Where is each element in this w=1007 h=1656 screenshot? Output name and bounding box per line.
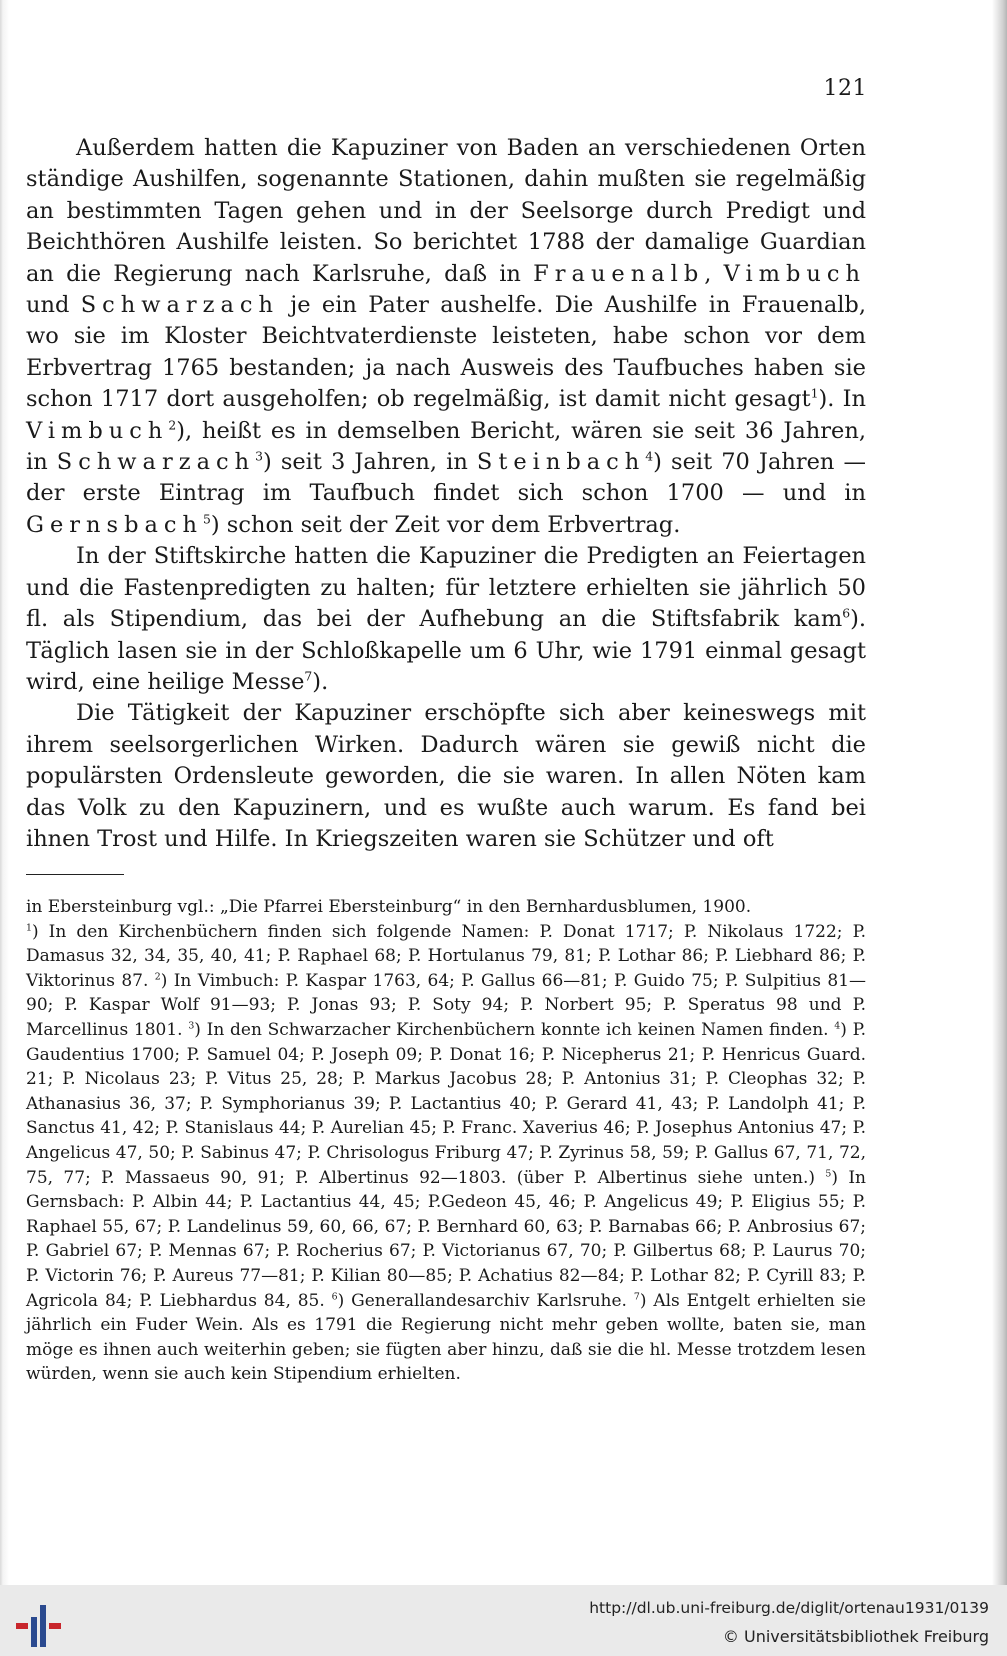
footnote-text: in Ebersteinburg vgl.: „Die Pfarrei Ebersteinburg“ in den Bernhardusblumen, 1900. $^1$) In den Kirchenbüchern finden sich folgende Namen: P. Donat 1717; P. Nikolaus 1722; P. Damasus 32, 34, 35, 40, 41; P. Raphael 68; P. Hortulanus 79, 81; P. Lothar 86; P. Liebhard 86; P. Viktorinus 87. $^2$) In Vimbuch: P. Kaspar 1763, 64; P. Gallus 66—81; P. Guido 75; P. Sulpitius 81—90; P. Kaspar Wolf 91—93; P. Jonas 93; P. Soty 94; P. Norbert 95; P. Speratus 98 und P. Marcellinus 1801. $^3$) In den Schwarzacher Kirchenbüchern konnte ich keinen Namen finden. $^4$) P. Gaudentius 1700; P. Samuel 04; P. Joseph 09; P. Donat 16; P. Nicepherus 21; P. Henricus Guard. 21; P. Nicolaus 23; P. Vitus 25, 28; P. Markus Jacobus 28; P. Antonius 31; P. Cleophas 32; P. Athanasius 36, 37; P. Symphorianus 39; P. Lactantius 40; P. Gerard 41, 43; P. Landolph 41; P. Sanctus 41, 42; P. Stanislaus 44; P. Aurelian 45; P. Franc. Xaverius 46; P. Josephus Antonius 47; P. Angelicus 47, 50; P. Sabinus 47; P. Chrisologus Friburg 47; P. Zyrinus 58, 59; P. Gallus 67, 71, 72, 75, 77; P. Massaeus 90, 91; P. Albertinus 92—1803. (über P. Albertinus siehe unten.) $^5$) In Gernsbach: P. Albin 44; P. Lactantius 44, 45; P.Gedeon 45, 46; P. Angelicus 49; P. Eligius 55; P. Raphael 55, 67; P. Landelinus 59, 60, 66, 67; P. Bernhard 60, 63; P. Barnabas 66; P. Anbrosius 67; P. Gabriel 67; P. Mennas 67; P. Rocherius 67; P. Victorianus 67, 70; P. Gilbertus 68; P. Laurus 70; P. Victorin 76; P. Aureus 77—81; P. Kilian 80—85; P. Achatius 82—84; P. Lothar 82; P. Cyrill 83; P. Agricola 84; P. Liebhardus 84, 85. $^6$) Generallandesarchiv Karlsruhe. $^7$) Als Entgelt erhielten sie jährlich ein Fuder Wein. Als es 1791 die Regierung nicht mehr geben wollte, baten sie, man möge es ihnen auch weiterhin geben; sie fügten aber hinzu, daß sie die hl. Messe trotzdem lesen würden, wenn sie auch kein Stipendium erhielten.: [26, 897, 867, 1385]
footnote-ref: 4: [645, 449, 654, 464]
page-number: 121: [823, 76, 867, 101]
footnote-divider: [26, 874, 124, 875]
place-name: Schwarzach: [56, 449, 256, 476]
place-name: Schwarzach: [80, 292, 279, 319]
footnote-ref: 5: [203, 512, 211, 527]
place-name: Vimbuch: [723, 260, 866, 287]
footnote-ref: 3: [255, 449, 263, 464]
source-url-link[interactable]: http://dl.ub.uni-freiburg.de/diglit/ortenau1931/0139: [589, 1599, 989, 1617]
footnote-ref: 1: [810, 386, 819, 401]
main-text: [26, 133, 866, 855]
place-name: Vimbuch: [26, 417, 169, 444]
place-name: Gernsbach: [26, 511, 203, 538]
place-name: Steinbach: [476, 449, 646, 476]
place-name: Frauenalb: [533, 260, 705, 287]
footnotes: [26, 895, 866, 1387]
copyright-notice: © Universitätsbibliothek Freiburg: [722, 1627, 989, 1646]
paragraph-3: Die Tätigkeit der Kapuziner erschöpfte sich aber keineswegs mit ihrem seelsorgerlichen Wirken. Dadurch wären sie gewiß nicht die populärsten Ordensleute geworden, die sie waren. In allen Nöten kam das Volk zu den Kapuzinern, und es wußte auch warum. Es fand bei ihnen Trost und Hilfe. In Kriegszeiten waren sie Schützer und oft: [26, 700, 866, 852]
paragraph-1: Außerdem hatten die Kapuziner von Baden an verschiedenen Orten ständige Aushilfen, sogenannte Stationen, dahin mußten sie regelmäßig an bestimmten Tagen gehen und in der Seelsorge durch Predigt und Beichthören Aushilfe leisten. So berichtet 1788 der damalige Guardian an die Regierung nach Karlsruhe, daß in Frauenalb, Vimbuch und Schwarzach je ein Pater aushelfe. Die Aushilfe in Frauenalb, wo sie im Kloster Beichtvaterdienste leisteten, habe schon vor dem Erbvertrag 1765 bestanden; ja nach Ausweis des Taufbuches haben sie schon 1717 dort ausgeholfen; ob regelmäßig, ist damit nicht gesagt$^1$). In Vimbuch$^2$), heißt es in demselben Bericht, wären sie seit 36 Jahren, in Schwarzach$^3$) seit 3 Jahren, in Steinbach$^4$) seit 70 Jahren — der erste Eintrag im Taufbuch findet sich schon 1700 — und in Gernsbach$^5$) schon seit der Zeit vor dem Erbvertrag.: [26, 135, 866, 538]
ub-freiburg-logo-icon[interactable]: [14, 1599, 74, 1649]
paragraph-2: In der Stiftskirche hatten die Kapuziner die Predigten an Feiertagen und die Fastenpredigten zu halten; für letztere erhielten sie jährlich 50 fl. als Stipendium, das bei der Aufhebung an die Stiftsfabrik kam$^6$). Täglich lasen sie in der Schloßkapelle um 6 Uhr, wie 1791 einmal gesagt wird, eine heilige Messe$^7$).: [26, 543, 866, 695]
footnote-ref: 6: [842, 606, 851, 621]
footer-bar: [0, 1585, 1007, 1656]
footnote-ref: 2: [168, 418, 177, 433]
footnote-ref: 7: [304, 669, 313, 684]
